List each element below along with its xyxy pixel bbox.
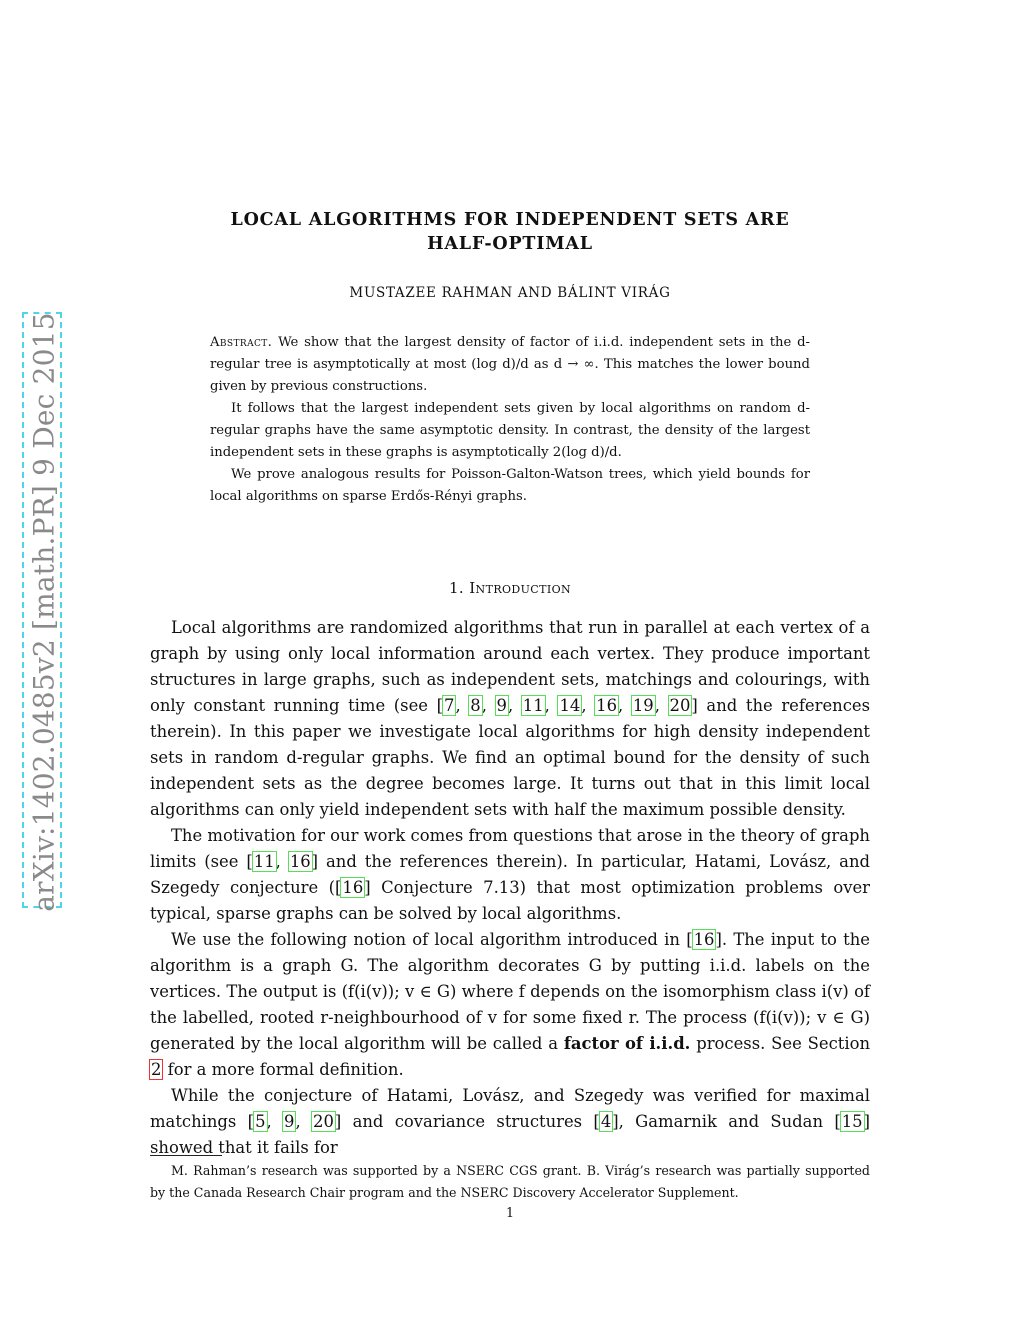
arxiv-stamp[interactable] [22, 312, 62, 912]
citation-link[interactable]: 15 [841, 1112, 863, 1131]
citation-link[interactable]: 16 [693, 930, 715, 949]
author-list: MUSTAZEE RAHMAN AND BÁLINT VIRÁG [349, 285, 671, 301]
abstract-paragraph-1: We show that the largest density of factor of i.i.d. independent sets in the d-regular tree is asymptotically at most (log d)/d as d → ∞. This matches the lower bound given by previous constructions. [210, 335, 810, 394]
text-run: showed that it fails for [150, 1138, 338, 1157]
text-run: . The input to the algorithm is a graph G. The algorithm decorates G by putting i.i.d. labels on the vertices. The output is (f(i(v)); v ∈ G) where f depends on the isomorphism class i(v) of the labelled, rooted r-neighbourhood of v for some fixed r. The process (f(i(v)); v ∈ G) generated by the local algorithm will be called a [150, 930, 870, 1053]
body-text [150, 615, 870, 1161]
citation-link[interactable]: 9 [284, 1112, 295, 1131]
text-run: and covariance structures [341, 1112, 594, 1131]
citation-link[interactable]: 5 [255, 1112, 266, 1131]
citation-link[interactable]: 16 [289, 852, 311, 871]
section-number: 1. [448, 579, 465, 597]
text-run: Conjecture 7.13) that most optimization problems over typical, sparse graphs can be solved by local algorithms. [150, 878, 870, 923]
section-title: Introduction [469, 579, 572, 597]
text-run: Local algorithms are randomized algorithms that run in parallel at each vertex of a graph by using only local information around each vertex. They produce important structures in large graphs, such as independent sets, matchings and colourings, with only constant running time (see [150, 618, 870, 715]
footnote [150, 1160, 870, 1204]
citation-link[interactable]: 9 [496, 696, 507, 715]
abstract-label: Abstract. [210, 335, 273, 350]
text-run: , Gamarnik and Sudan [618, 1112, 835, 1131]
citation-link[interactable]: 11 [253, 852, 275, 871]
citation-link[interactable]: 7 [444, 696, 455, 715]
abstract-paragraph-2: It follows that the largest independent sets given by local algorithms on random d-regular graphs have the same asymptotic density. In contrast, the density of the largest independent sets in these graphs is asymptotically 2(log d)/d. [210, 401, 810, 460]
citation-link[interactable]: 19 [632, 696, 654, 715]
text-run: While the conjecture of Hatami, Lovász, and Szegedy was verified for maximal matchings [150, 1086, 870, 1131]
text-run: and the references therein). In particular, Hatami, Lovász, and Szegedy conjecture ( [150, 852, 870, 897]
text-run: for a more formal definition. [162, 1060, 404, 1079]
citation-link[interactable]: 16 [342, 878, 364, 897]
section-link[interactable]: 2 [151, 1060, 162, 1079]
section-heading [150, 579, 870, 597]
citation-link[interactable]: 20 [313, 1112, 334, 1131]
title-line-1: LOCAL ALGORITHMS FOR INDEPENDENT SETS ARE [230, 210, 790, 230]
abstract-paragraph-3: We prove analogous results for Poisson-Galton-Watson trees, which yield bounds for local algorithms on sparse Erdős-Rényi graphs. [210, 467, 810, 504]
text-run: We use the following notion of local algorithm introduced in [171, 930, 687, 949]
bold-term: factor of i.i.d. [563, 1034, 691, 1053]
citation-link[interactable]: 8 [470, 696, 481, 715]
body-paragraph-3: We use the following notion of local algorithm introduced in [16]. The input to the algorithm is a graph G. The algorithm decorates G by putting i.i.d. labels on the vertices. The output is (f(i(v)); v ∈ G) where f depends on the isomorphism class i(v) of the labelled, rooted r-neighbourhood of v for some fixed r. The process (f(i(v)); v ∈ G) generated by the local algorithm will be called a factor of i.i.d. process. See Section 2 for a more formal definition. [150, 930, 871, 1079]
page-number: 1 [505, 1205, 514, 1220]
body-paragraph-4: While the conjecture of Hatami, Lovász, and Szegedy was verified for maximal matchings [5, 9, 20] and covariance structures [4], Gamarnik and Sudan [15] showed that it fails for [150, 1086, 870, 1157]
citation-link[interactable]: 11 [522, 696, 544, 715]
text-run: process. See Section [690, 1034, 871, 1053]
arxiv-stamp-text: arXiv:1402.0485v2 [math.PR] 9 Dec 2015 [27, 312, 61, 912]
footnote-rule [150, 1155, 222, 1156]
body-paragraph-2: The motivation for our work comes from questions that arose in the theory of graph limits (see [11, 16] and the references therein). In particular, Hatami, Lovász, and Szegedy conjecture ([16] Conjecture 7.13) that most optimization problems over typical, sparse graphs can be solved by local algorithms. [150, 826, 870, 923]
text-run: and the references therein). In this paper we investigate local algorithms for high density independent sets in random d-regular graphs. We find an optimal bound for the density of such independent sets as the degree becomes large. It turns out that in this limit local algorithms can only yield independent sets with half the maximum possible density. [150, 696, 871, 819]
abstract [210, 332, 810, 508]
citation-link[interactable]: 20 [669, 696, 691, 715]
title-line-2: HALF-OPTIMAL [427, 234, 593, 254]
footnote-text: M. Rahman’s research was supported by a NSERC CGS grant. B. Virág’s research was partially supported by the Canada Research Chair program and the NSERC Discovery Accelerator Supplement. [150, 1163, 870, 1200]
citation-link[interactable]: 16 [596, 696, 618, 715]
text-run: The motivation for our work comes from questions that arose in the theory of graph limits (see [150, 826, 870, 871]
body-paragraph-1: Local algorithms are randomized algorithms that run in parallel at each vertex of a graph by using only local information around each vertex. They produce important structures in large graphs, such as independent sets, matchings and colourings, with only constant running time (see [7, 8, 9, 11, 14, 16, 19, 20] and the references therein). In this paper we investigate local algorithms for high density independent sets in random d-regular graphs. We find an optimal bound for the density of such independent sets as the degree becomes large. It turns out that in this limit local algorithms can only yield independent sets with half the maximum possible density. [150, 618, 871, 819]
paper-title [150, 208, 870, 256]
citation-link[interactable]: 4 [600, 1112, 612, 1131]
citation-link[interactable]: 14 [559, 696, 581, 715]
